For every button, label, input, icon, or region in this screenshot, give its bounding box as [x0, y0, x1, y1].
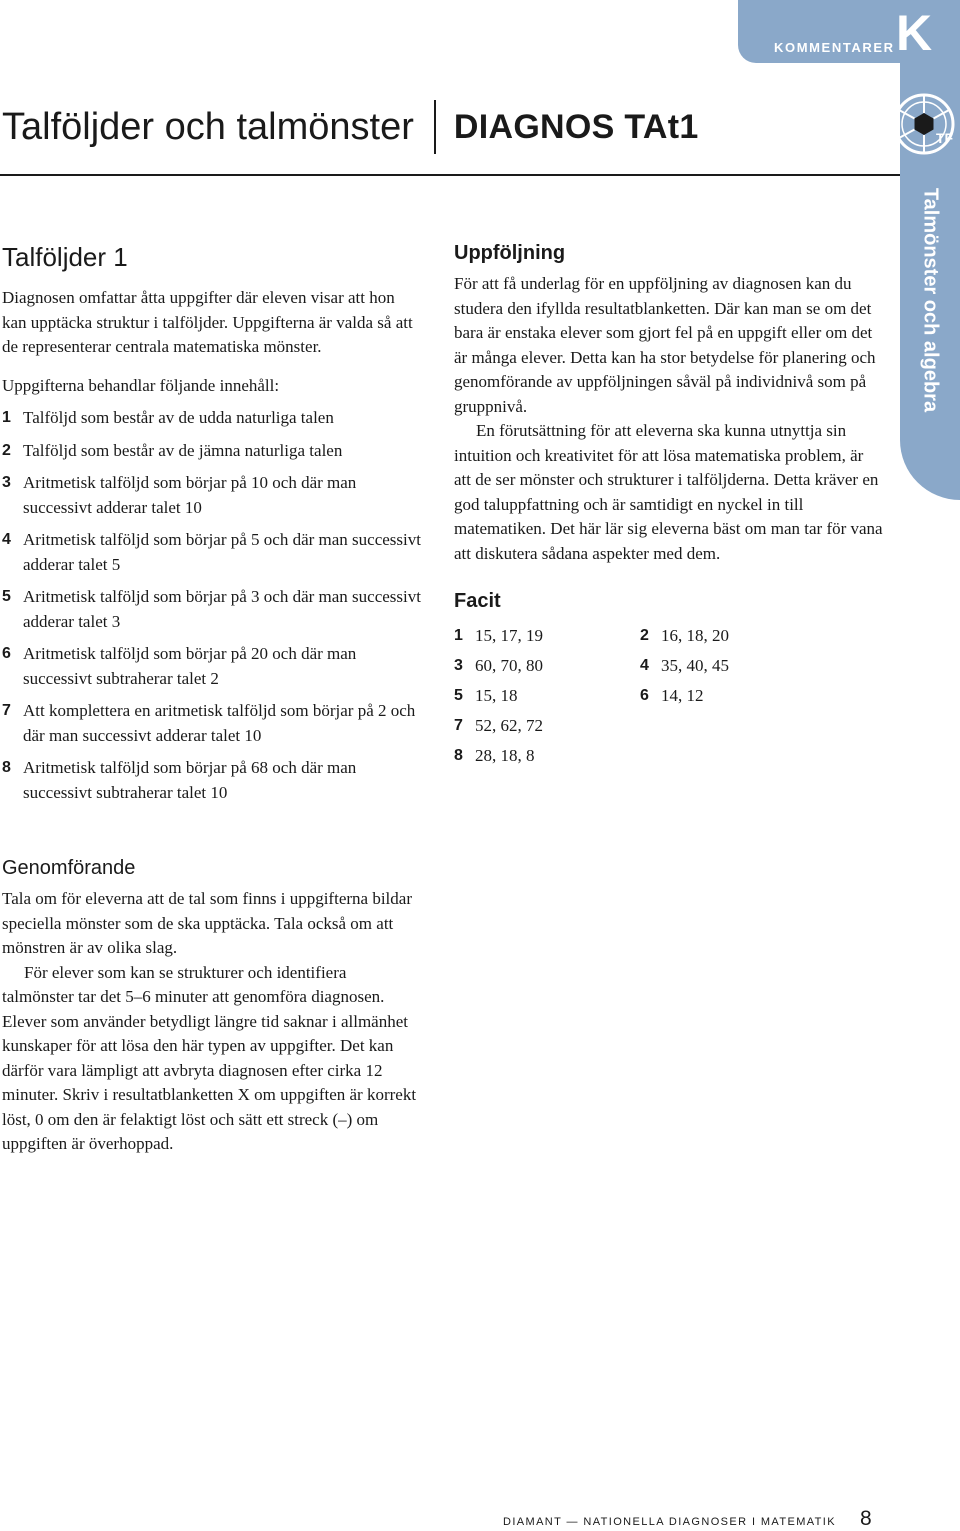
- answer-number: 4: [640, 657, 649, 674]
- page-number: 8: [860, 1507, 872, 1530]
- answer-number: 2: [640, 627, 649, 644]
- answer-text: 16, 18, 20: [661, 626, 729, 645]
- list-item: [2, 406, 422, 431]
- answer-number: 7: [454, 717, 463, 734]
- genomforande-section: [2, 855, 422, 1157]
- item-text: Talföljd som består av de udda naturliga talen: [23, 408, 334, 427]
- facit-answer: [454, 744, 640, 769]
- uppfoljning-paragraph-2: En förutsättning för att eleverna ska kunna utnyttja sin intuition och kreativitet för att lösa matematiska problem, är att de ser mönster och strukturer i talföljderna. Detta kräver en god taluppfattning och är samtidigt en nyckel in till matematiken. Det här lär sig eleverna bäst om man tar för vana att diskutera sådana aspekter med dem.: [454, 421, 883, 563]
- item-number: 8: [2, 759, 11, 776]
- facit-answer-empty: [640, 714, 840, 739]
- right-column: [454, 240, 884, 769]
- facit-answer: [640, 654, 840, 679]
- facit-answer: [454, 684, 640, 709]
- facit-answer: [454, 714, 640, 739]
- item-number: 4: [2, 531, 11, 548]
- item-text: Aritmetisk talföljd som börjar på 5 och där man successivt adderar talet 5: [23, 530, 421, 574]
- item-number: 5: [2, 588, 11, 605]
- uppfoljning-paragraph-1: För att få underlag för en uppföljning av diagnosen kan du studera den ifyllda resultatblanketten. Där kan man se om det bara är enstaka elever som gjort fel på en uppgift eller om det är många elever. Detta kan ha stor betydelse för planering och genomförande av uppföljningen såväl på individnivå som på gruppnivå.: [454, 274, 876, 416]
- answer-number: 6: [640, 687, 649, 704]
- genomforande-paragraph-2: För elever som kan se strukturer och identifiera talmönster tar det 5–6 minuter att genomföra diagnosen. Elever som använder betydligt längre tid saknar i allmänhet kunskaper för att lösa den här typen av uppgifter. Det kan därför vara lämpligt att avbryta diagnosen efter cirka 12 minuter. Skriv i resultatblanketten X om uppgiften är korrekt löst, 0 om den är felaktigt löst och sätt ett streck (–) om uppgiften är överhoppad.: [2, 962, 417, 1153]
- item-number: 2: [2, 441, 11, 459]
- list-item: [2, 439, 422, 464]
- answer-number: 5: [454, 687, 463, 704]
- list-item: [2, 699, 422, 748]
- item-number: 6: [2, 645, 11, 662]
- list-item: [2, 585, 422, 634]
- answer-text: 35, 40, 45: [661, 656, 729, 675]
- list-item: [2, 471, 422, 520]
- answer-text: 60, 70, 80: [475, 656, 543, 675]
- item-number: 3: [2, 474, 11, 491]
- facit-answer: [454, 624, 640, 649]
- content-list: [2, 406, 422, 805]
- hexagon-emblem-icon: [892, 92, 956, 156]
- left-column: [2, 240, 422, 813]
- section-heading-talfoljder: Talföljder 1: [2, 242, 128, 272]
- list-item: [2, 528, 422, 577]
- item-text: Aritmetisk talföljd som börjar på 68 och där man successivt subtraherar talet 10: [23, 758, 357, 802]
- item-number: 7: [2, 702, 11, 719]
- title-separator: [434, 100, 436, 154]
- intro-paragraph: Diagnosen omfattar åtta uppgifter där eleven visar att hon kan upptäcka struktur i talföljder. Uppgifterna är valda så att de representerar centrala matematiska mönster.: [2, 288, 413, 356]
- section-heading-genomforande: Genomförande: [2, 857, 136, 879]
- emblem-label: TF: [936, 130, 954, 146]
- title-main: Talföljder och talmönster: [2, 105, 414, 148]
- answer-text: 15, 17, 19: [475, 626, 543, 645]
- lead-paragraph: Uppgifterna behandlar följande innehåll:: [2, 375, 280, 395]
- list-item: [2, 756, 422, 805]
- answer-text: 28, 18, 8: [475, 746, 535, 765]
- answer-number: 1: [454, 627, 463, 644]
- facit-answer: [640, 624, 840, 649]
- title-rule: [0, 174, 900, 176]
- item-number: 1: [2, 409, 11, 426]
- section-label: KOMMENTARER: [774, 40, 895, 55]
- facit-answer: [640, 684, 840, 709]
- facit-grid: [454, 624, 884, 769]
- answer-text: 15, 18: [475, 686, 518, 705]
- section-heading-uppfoljning: Uppföljning: [454, 242, 566, 264]
- footer-text: DIAMANT — NATIONELLA DIAGNOSER I MATEMATIK: [502, 1516, 836, 1528]
- facit-answer: [454, 654, 640, 679]
- section-heading-facit: Facit: [454, 590, 501, 612]
- section-letter: K: [896, 5, 933, 61]
- title-sub: DIAGNOS TAt1: [453, 107, 699, 146]
- answer-number: 8: [454, 747, 463, 764]
- item-text: Aritmetisk talföljd som börjar på 20 och där man successivt subtraherar talet 2: [23, 644, 357, 688]
- item-text: Att komplettera en aritmetisk talföljd som börjar på 2 och där man successivt adderar talet 10: [23, 701, 416, 745]
- list-item: [2, 642, 422, 691]
- item-text: Talföljd som består av de jämna naturliga talen: [23, 440, 343, 460]
- side-label: Talmönster och algebra: [919, 187, 942, 413]
- answer-text: 14, 12: [661, 686, 704, 705]
- item-text: Aritmetisk talföljd som börjar på 3 och där man successivt adderar talet 3: [23, 587, 421, 631]
- genomforande-paragraph-1: Tala om för eleverna att de tal som finns i uppgifterna bildar speciella mönster som de ska upptäcka. Tala också om att mönstren är av olika slag.: [2, 889, 412, 957]
- page-title: [2, 98, 699, 156]
- item-text: Aritmetisk talföljd som börjar på 10 och där man successivt adderar talet 10: [23, 473, 357, 517]
- answer-number: 3: [454, 657, 463, 674]
- answer-text: 52, 62, 72: [475, 716, 543, 735]
